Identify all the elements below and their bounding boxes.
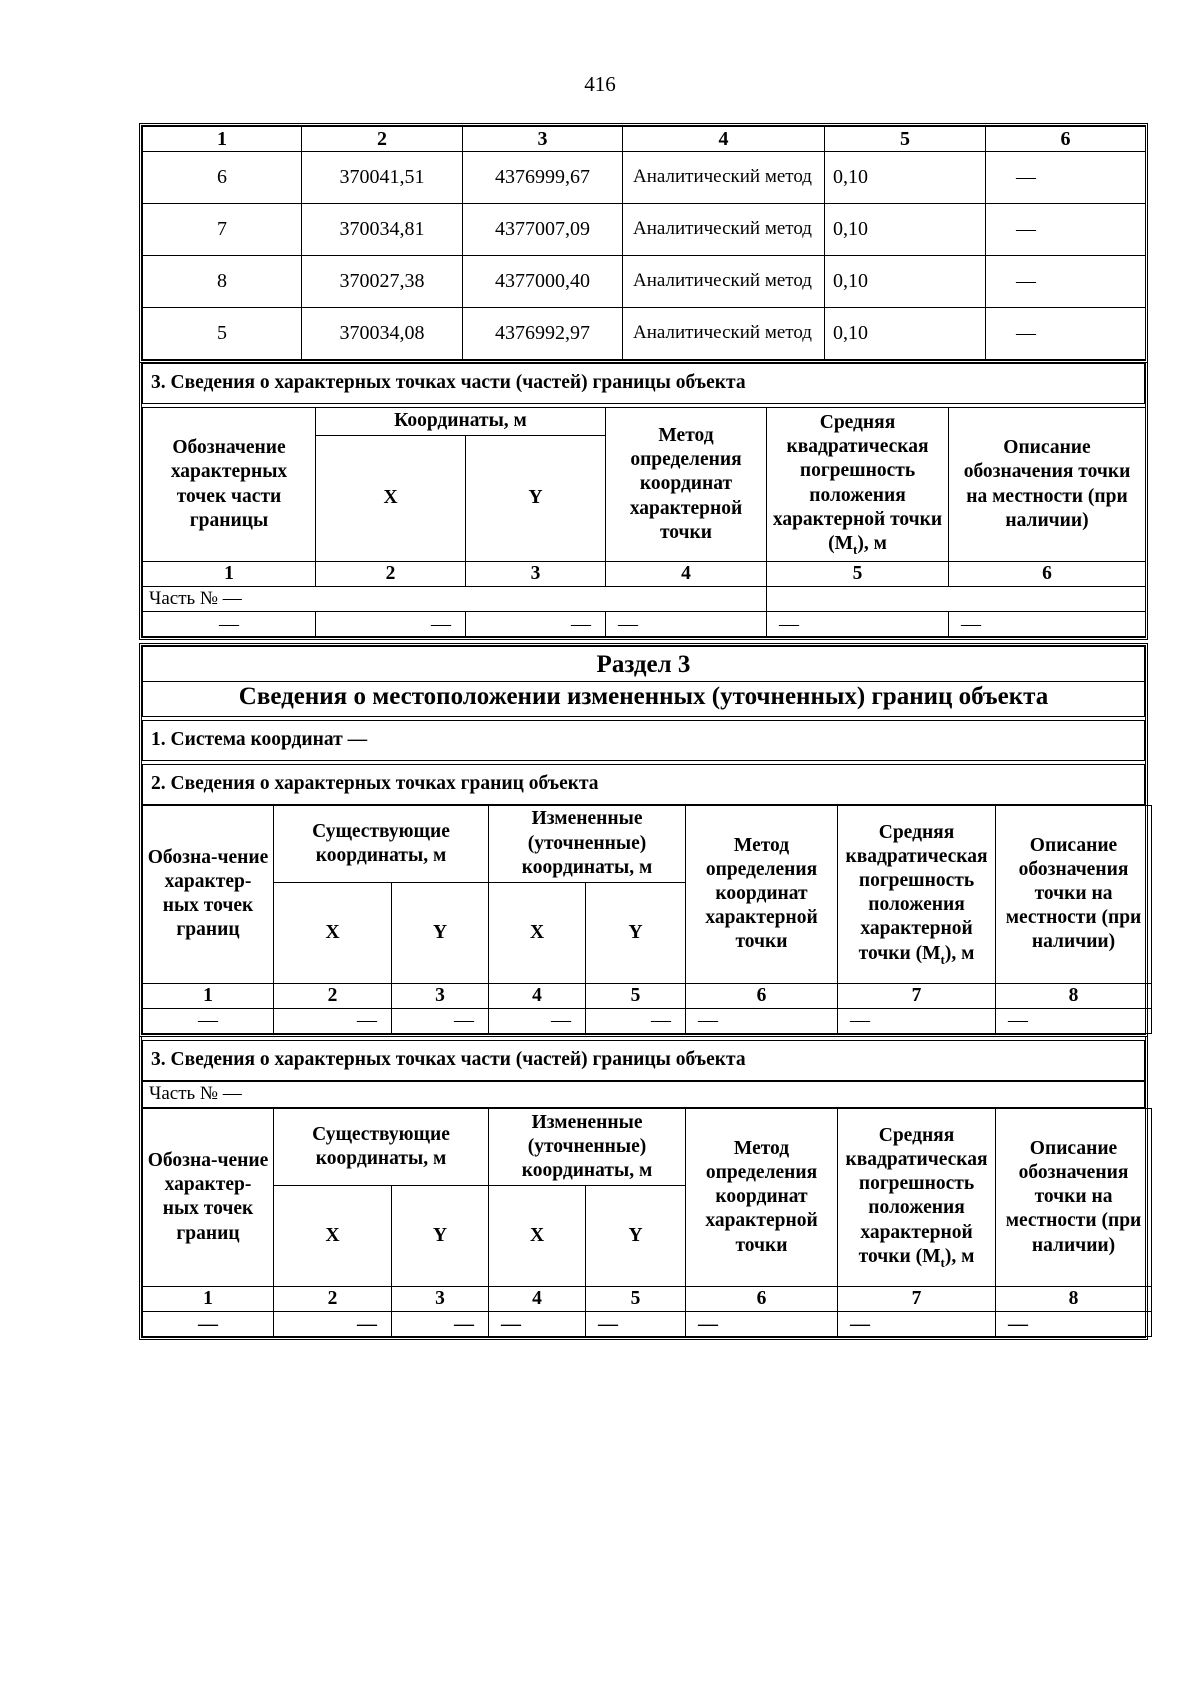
coord-x: 370034,81: [302, 204, 463, 256]
col-number: 2: [274, 1286, 392, 1311]
method: Аналитический метод: [623, 256, 825, 308]
header-designation: Обозна-чение характер-ных точек границ: [143, 805, 274, 983]
header-description: Описание обозначения точки на местности (при наличии): [949, 408, 1146, 562]
accuracy: 0,10: [825, 204, 986, 256]
dash-cell: —: [586, 1312, 686, 1337]
section-title: Раздел 3: [143, 647, 1145, 682]
column-number-row: [143, 983, 1152, 1008]
header-accuracy: Средняя квадратическая погрешность положения характерной точки $(M_t)$, м: [838, 1108, 996, 1286]
coord-y: 4377007,09: [463, 204, 623, 256]
col-number: 3: [392, 983, 489, 1008]
caption-3-table: [142, 1040, 1145, 1081]
coord-system-label: 1. Система координат —: [143, 720, 1145, 760]
col-number: 5: [767, 562, 949, 587]
section-3-part-block: [139, 1037, 1148, 1340]
header-y: Y: [586, 1185, 686, 1286]
points-table: [142, 126, 1146, 360]
accuracy: 0,10: [825, 256, 986, 308]
dash-cell: —: [143, 612, 316, 637]
header-x: X: [274, 882, 392, 983]
header-accuracy: Средняя квадратическая погрешность положения характерной точки $(M_t)$, м: [838, 805, 996, 983]
dash-cell: —: [143, 1008, 274, 1033]
part-points-table: [142, 407, 1146, 637]
col-number: 8: [996, 983, 1152, 1008]
section-caption: 2. Сведения о характерных точках границ объекта: [143, 764, 1145, 804]
coord-y: 4377000,40: [463, 256, 623, 308]
section-3-heading: [142, 646, 1145, 717]
header-accuracy: Средняя квадратическая погрешность положения характерной точки $(M_t)$, м: [767, 408, 949, 562]
description: —: [986, 308, 1146, 360]
header-changed-coords: Измененные (уточненные) координаты, м: [489, 1108, 686, 1185]
col-number: 1: [143, 1286, 274, 1311]
coord-x: 370027,38: [302, 256, 463, 308]
col-number: 1: [143, 562, 316, 587]
col-number: 6: [686, 1286, 838, 1311]
header-existing-coords: Существующие координаты, м: [274, 1108, 489, 1185]
col-number: 4: [623, 127, 825, 152]
dash-cell: —: [686, 1008, 838, 1033]
col-number: 2: [302, 127, 463, 152]
col-number: 3: [466, 562, 606, 587]
points-table-block: [139, 123, 1148, 363]
point-number: 8: [143, 256, 302, 308]
column-number-row: [143, 127, 1146, 152]
header-method: Метод определения координат характерной точки: [686, 805, 838, 983]
document-sheet: [139, 123, 1148, 1340]
page-number: 416: [584, 72, 616, 96]
method: Аналитический метод: [623, 308, 825, 360]
dash-cell: —: [466, 612, 606, 637]
header-method: Метод определения координат характерной точки: [606, 408, 767, 562]
col-number: 5: [825, 127, 986, 152]
header-y: Y: [466, 436, 606, 562]
table-row: [143, 1312, 1152, 1337]
part-points-block: [139, 363, 1148, 640]
description: —: [986, 256, 1146, 308]
col-number: 6: [986, 127, 1146, 152]
table-row: [143, 612, 1146, 637]
col-number: 4: [489, 1286, 586, 1311]
changed-points-table: [142, 805, 1152, 1034]
dash-cell: —: [489, 1008, 586, 1033]
col-number: 1: [143, 983, 274, 1008]
section-caption: 3. Сведения о характерных точках части (частей) границы объекта: [143, 364, 1145, 404]
point-number: 7: [143, 204, 302, 256]
dash-cell: —: [767, 612, 949, 637]
part-label-table: [142, 1081, 1145, 1108]
header-y: Y: [392, 1185, 489, 1286]
dash-cell: —: [996, 1312, 1152, 1337]
coord-y: 4376999,67: [463, 152, 623, 204]
header-coordinates: Координаты, м: [316, 408, 606, 436]
dash-cell: —: [686, 1312, 838, 1337]
col-number: 2: [274, 983, 392, 1008]
header-y: Y: [392, 882, 489, 983]
header-x: X: [489, 1185, 586, 1286]
dash-cell: —: [838, 1312, 996, 1337]
table-row: [143, 1008, 1152, 1033]
coord-x: 370041,51: [302, 152, 463, 204]
header-x: X: [274, 1185, 392, 1286]
method: Аналитический метод: [623, 204, 825, 256]
coord-y: 4376992,97: [463, 308, 623, 360]
section-caption: 3. Сведения о характерных точках части (частей) границы объекта: [143, 1040, 1145, 1080]
col-number: 7: [838, 1286, 996, 1311]
dash-cell: —: [996, 1008, 1152, 1033]
table-row: [143, 256, 1146, 308]
dash-cell: —: [606, 612, 767, 637]
col-number: 3: [463, 127, 623, 152]
col-number: 8: [996, 1286, 1152, 1311]
col-number: 6: [949, 562, 1146, 587]
col-number: 5: [586, 983, 686, 1008]
dash-cell: —: [274, 1008, 392, 1033]
dash-cell: —: [316, 612, 466, 637]
dash-cell: —: [392, 1008, 489, 1033]
col-number: 4: [489, 983, 586, 1008]
point-number: 6: [143, 152, 302, 204]
dash-cell: —: [838, 1008, 996, 1033]
dash-cell: —: [143, 1312, 274, 1337]
col-number: 4: [606, 562, 767, 587]
col-number: 5: [586, 1286, 686, 1311]
column-number-row: [143, 562, 1146, 587]
header-y: Y: [586, 882, 686, 983]
header-changed-coords: Измененные (уточненные) координаты, м: [489, 805, 686, 882]
accuracy: 0,10: [825, 152, 986, 204]
header-x: X: [316, 436, 466, 562]
column-number-row: [143, 1286, 1152, 1311]
col-number: 1: [143, 127, 302, 152]
method: Аналитический метод: [623, 152, 825, 204]
table-row: [143, 152, 1146, 204]
dash-cell: —: [586, 1008, 686, 1033]
header-description: Описание обозначения точки на местности (при наличии): [996, 805, 1152, 983]
dash-cell: —: [489, 1312, 586, 1337]
changed-part-points-table: [142, 1108, 1152, 1337]
part-label: Часть № —: [143, 587, 767, 612]
dash-cell: —: [392, 1312, 489, 1337]
empty-cell: [767, 587, 1146, 612]
header-x: X: [489, 882, 586, 983]
header-description: Описание обозначения точки на местности (при наличии): [996, 1108, 1152, 1286]
col-number: 7: [838, 983, 996, 1008]
description: —: [986, 204, 1146, 256]
accuracy: 0,10: [825, 308, 986, 360]
part-caption-table: [142, 363, 1145, 404]
coord-system-table: [142, 720, 1145, 761]
section-3-block: [139, 643, 1148, 1037]
header-method: Метод определения координат характерной точки: [686, 1108, 838, 1286]
dash-cell: —: [274, 1312, 392, 1337]
col-number: 6: [686, 983, 838, 1008]
caption-2-table: [142, 764, 1145, 805]
header-designation: Обозначение характерных точек части границы: [143, 408, 316, 562]
dash-cell: —: [949, 612, 1146, 637]
description: —: [986, 152, 1146, 204]
header-designation: Обозна-чение характер-ных точек границ: [143, 1108, 274, 1286]
point-number: 5: [143, 308, 302, 360]
col-number: 2: [316, 562, 466, 587]
header-existing-coords: Существующие координаты, м: [274, 805, 489, 882]
coord-x: 370034,08: [302, 308, 463, 360]
part-label: Часть № —: [143, 1081, 1145, 1107]
col-number: 3: [392, 1286, 489, 1311]
table-row: [143, 204, 1146, 256]
section-subtitle: Сведения о местоположении измененных (уточненных) границ объекта: [143, 681, 1145, 716]
table-row: [143, 308, 1146, 360]
